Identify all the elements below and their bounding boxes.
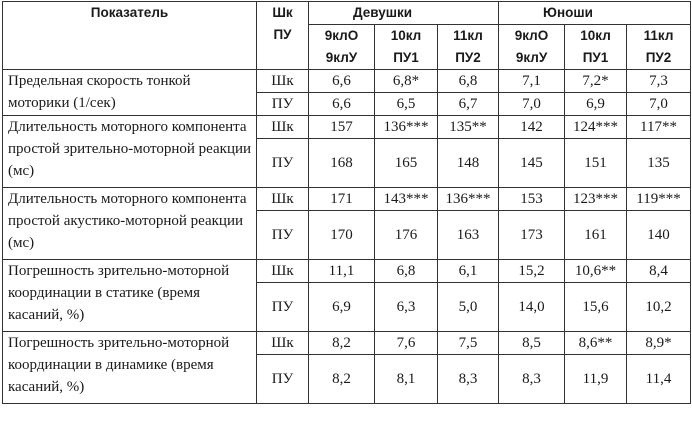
value-cell: 119*** xyxy=(627,188,691,211)
value-cell: 124*** xyxy=(565,116,627,139)
value-cell: 123*** xyxy=(565,188,627,211)
value-cell: 15,2 xyxy=(499,260,565,283)
value-cell: 8,4 xyxy=(627,260,691,283)
type-cell: Шк xyxy=(257,260,309,283)
value-cell: 6,1 xyxy=(438,260,499,283)
type-cell: ПУ xyxy=(257,283,309,332)
header-grade: 9клО 9клУ xyxy=(309,25,375,70)
value-cell: 6,5 xyxy=(375,93,438,116)
type-cell: Шк xyxy=(257,332,309,355)
header-type: Шк ПУ xyxy=(257,2,309,70)
value-cell: 6,9 xyxy=(309,283,375,332)
value-cell: 173 xyxy=(499,211,565,260)
table-row-shk xyxy=(3,332,691,355)
value-cell: 140 xyxy=(627,211,691,260)
header-row-groups xyxy=(3,2,691,25)
value-cell: 7,0 xyxy=(627,93,691,116)
value-cell: 11,1 xyxy=(309,260,375,283)
value-cell: 7,3 xyxy=(627,70,691,93)
value-cell: 161 xyxy=(565,211,627,260)
value-cell: 6,3 xyxy=(375,283,438,332)
data-table xyxy=(2,1,691,404)
value-cell: 15,6 xyxy=(565,283,627,332)
value-cell: 8,1 xyxy=(375,355,438,404)
value-cell: 136*** xyxy=(375,116,438,139)
value-cell: 136*** xyxy=(438,188,499,211)
value-cell: 145 xyxy=(499,139,565,188)
indicator-cell: Предельная скорость тонкой моторики (1/сек) xyxy=(3,70,257,116)
value-cell: 8,2 xyxy=(309,355,375,404)
value-cell: 148 xyxy=(438,139,499,188)
header-grade: 11кл ПУ2 xyxy=(438,25,499,70)
value-cell: 8,3 xyxy=(438,355,499,404)
value-cell: 8,2 xyxy=(309,332,375,355)
value-cell: 11,4 xyxy=(627,355,691,404)
indicator-cell: Погрешность зрительно-моторной координации в статике (время касаний, %) xyxy=(3,260,257,332)
value-cell: 6,8 xyxy=(438,70,499,93)
indicator-cell: Погрешность зрительно-моторной координации в динамике (время касаний, %) xyxy=(3,332,257,404)
header-group-girls: Девушки xyxy=(309,2,499,25)
type-cell: ПУ xyxy=(257,139,309,188)
value-cell: 10,2 xyxy=(627,283,691,332)
indicator-cell: Длительность моторного компонента простой зрительно-моторной реакции (мс) xyxy=(3,116,257,188)
value-cell: 171 xyxy=(309,188,375,211)
value-cell: 6,6 xyxy=(309,93,375,116)
value-cell: 10,6** xyxy=(565,260,627,283)
value-cell: 6,8* xyxy=(375,70,438,93)
value-cell: 6,8 xyxy=(375,260,438,283)
value-cell: 8,3 xyxy=(499,355,565,404)
value-cell: 170 xyxy=(309,211,375,260)
indicator-cell: Длительность моторного компонента простой акустико-моторной реакции (мс) xyxy=(3,188,257,260)
type-cell: Шк xyxy=(257,70,309,93)
value-cell: 7,6 xyxy=(375,332,438,355)
value-cell: 8,5 xyxy=(499,332,565,355)
value-cell: 176 xyxy=(375,211,438,260)
value-cell: 7,1 xyxy=(499,70,565,93)
value-cell: 135 xyxy=(627,139,691,188)
value-cell: 6,9 xyxy=(565,93,627,116)
value-cell: 143*** xyxy=(375,188,438,211)
value-cell: 8,6** xyxy=(565,332,627,355)
value-cell: 142 xyxy=(499,116,565,139)
value-cell: 153 xyxy=(499,188,565,211)
value-cell: 7,2* xyxy=(565,70,627,93)
table-row-shk xyxy=(3,260,691,283)
table-row-shk xyxy=(3,116,691,139)
value-cell: 165 xyxy=(375,139,438,188)
header-grade: 10кл ПУ1 xyxy=(565,25,627,70)
value-cell: 151 xyxy=(565,139,627,188)
value-cell: 163 xyxy=(438,211,499,260)
value-cell: 157 xyxy=(309,116,375,139)
value-cell: 168 xyxy=(309,139,375,188)
value-cell: 14,0 xyxy=(499,283,565,332)
value-cell: 11,9 xyxy=(565,355,627,404)
header-grade: 10кл ПУ1 xyxy=(375,25,438,70)
value-cell: 5,0 xyxy=(438,283,499,332)
type-cell: ПУ xyxy=(257,93,309,116)
header-group-boys: Юноши xyxy=(499,2,691,25)
table-row-shk xyxy=(3,70,691,93)
table-row-shk xyxy=(3,188,691,211)
value-cell: 135** xyxy=(438,116,499,139)
value-cell: 117** xyxy=(627,116,691,139)
header-grade: 9клО 9клУ xyxy=(499,25,565,70)
header-indicator: Показатель xyxy=(3,2,257,70)
value-cell: 6,6 xyxy=(309,70,375,93)
type-cell: ПУ xyxy=(257,211,309,260)
value-cell: 6,7 xyxy=(438,93,499,116)
type-cell: Шк xyxy=(257,116,309,139)
value-cell: 7,5 xyxy=(438,332,499,355)
type-cell: Шк xyxy=(257,188,309,211)
header-grade: 11кл ПУ2 xyxy=(627,25,691,70)
value-cell: 7,0 xyxy=(499,93,565,116)
type-cell: ПУ xyxy=(257,355,309,404)
value-cell: 8,9* xyxy=(627,332,691,355)
